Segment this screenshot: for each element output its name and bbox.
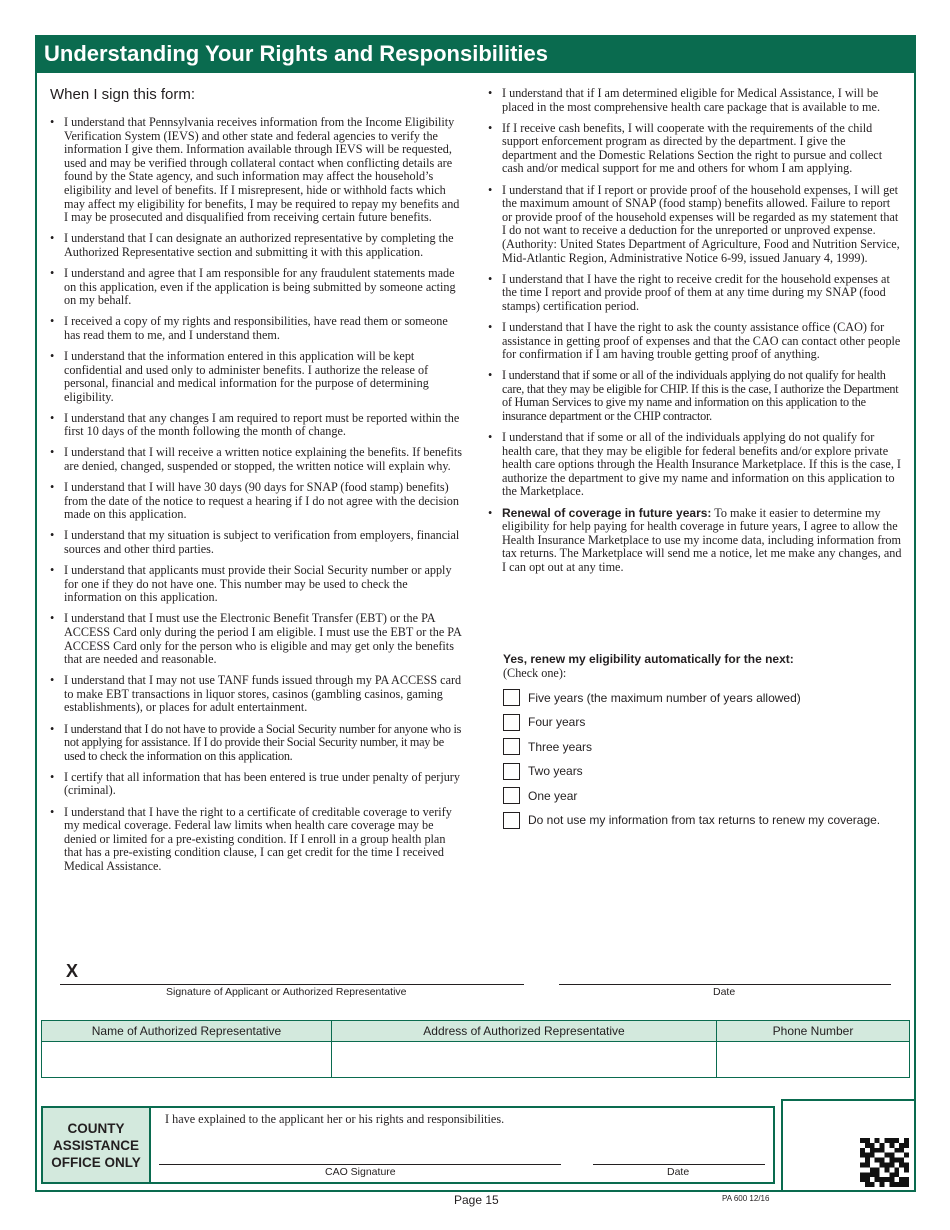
rep-phone-header: Phone Number (717, 1021, 910, 1042)
cao-section (41, 1106, 775, 1184)
list-item: • I understand that any changes I am required to report must be reported within the first 10 days of the month following the month of change. (50, 412, 465, 439)
renewal-item (488, 507, 902, 575)
signature-date-label: Date (713, 986, 736, 998)
form-id: PA 600 12/16 (722, 1194, 770, 1203)
list-item: • I understand that I will have 30 days (90 days for SNAP (food stamp) benefits) from the date of the notice to request a hearing if I do not agree with the decision made on this application. (50, 481, 465, 522)
list-item: • I understand that I may not use TANF funds issued through my PA ACCESS card to make EBT transactions in liquor stores, casinos (gambling casinos, gaming establishments), or places for adult entertainment. (50, 674, 465, 715)
checkbox[interactable] (503, 738, 520, 755)
list-item: • I understand that I have the right to a certificate of creditable coverage to verify my medical coverage. Federal law limits when health care coverage may be denied or limited for a pre-existing condition. If I enroll in a group health plan that has a pre-existing condition clause, I can get credit for the time I received Medical Assistance. (50, 806, 465, 874)
rep-name-header: Name of Authorized Representative (42, 1021, 332, 1042)
cao-signature-label: CAO Signature (325, 1166, 396, 1178)
cao-statement: I have explained to the applicant her or his rights and responsibilities. (165, 1112, 505, 1126)
checkbox[interactable] (503, 787, 520, 804)
rep-address-field[interactable] (332, 1042, 717, 1078)
renewal-option-opt-out[interactable]: Do not use my information from tax returns to renew my coverage. (503, 811, 880, 830)
applicant-signature-label: Signature of Applicant or Authorized Representative (166, 986, 407, 998)
list-item: • I understand that I have the right to receive credit for the household expenses at the time I report and provide proof of them at any time during my SNAP (food stamps) certification period. (488, 273, 902, 314)
renewal-text: To make it easier to determine my eligibility for help paying for health coverage in future years, I agree to allow the Health Insurance Marketplace to use my income data, including information from tax returns. The Marketplace will send me a notice, let me make any changes, and I can opt out at any time. (502, 505, 902, 574)
list-item: • I understand that if I report or provide proof of the household expenses, I will get the maximum amount of SNAP (food stamp) benefits allowed. Failure to report or provide proof of the household expenses will be regarded as my statement that I do not want to receive a deduction for the unreported or unproved expense. (Authority: United States Department of Agriculture, Food and Nutrition Service, Mid-Atlantic Region, Administrative Notice 6-99, issued January 4, 1999). (488, 184, 902, 266)
rep-phone-field[interactable] (717, 1042, 910, 1078)
list-item: • I understand that I will receive a written notice explaining the benefits. If benefits are denied, changed, suspended or stopped, the written notice will explain why. (50, 446, 465, 473)
renewal-prompt: Yes, renew my eligibility automatically for the next: (503, 652, 794, 666)
list-item: • I understand that I can designate an authorized representative by completing the Authorized Representative section and submitting it with this application. (50, 232, 465, 259)
barcode-icon (860, 1138, 909, 1187)
renewal-heading: Renewal of coverage in future years: (502, 505, 712, 520)
list-item: • If I receive cash benefits, I will cooperate with the requirements of the child support enforcement program as directed by the department. I give the department and the Domestic Relations Section the right to pursue and collect cash and/or medical support for me and others for whom I am applying. (488, 122, 902, 176)
list-item: • I understand that the information entered in this application will be kept confidential and used only to administer benefits. I authorize the release of personal, financial and medical information for the purpose of determining eligibility. (50, 350, 465, 404)
list-item: • I understand that if some or all of the individuals applying do not qualify for health care, that they may be eligible for federal benefits and/or explore private health care options through the Health Insurance Marketplace. If this is the case, I authorize the department to give my name and information on this application to the Marketplace. (488, 431, 902, 499)
rep-name-field[interactable] (42, 1042, 332, 1078)
list-item: • I certify that all information that has been entered is true under penalty of perjury (criminal). (50, 771, 465, 798)
left-terms-list (50, 116, 465, 881)
renewal-option-one-year[interactable]: One year (503, 786, 880, 805)
intro-heading: When I sign this form: (50, 86, 196, 103)
renewal-option-two-years[interactable]: Two years (503, 762, 880, 781)
page-number: Page 15 (454, 1193, 499, 1207)
checkbox[interactable] (503, 689, 520, 706)
authorized-representative-table (41, 1020, 910, 1078)
list-item: • I understand that if I am determined eligible for Medical Assistance, I will be placed in the most comprehensive health care package that is available to me. (488, 87, 902, 114)
checkbox[interactable] (503, 714, 520, 731)
right-terms-list (488, 87, 902, 582)
renewal-options (503, 688, 880, 836)
renewal-prompt-block (503, 652, 794, 680)
list-item: • I understand that applicants must provide their Social Security number or apply for one if they do not have one. This number may be used to check the information on this application. (50, 564, 465, 605)
list-item: • I understand that I must use the Electronic Benefit Transfer (EBT) or the PA ACCESS Card only during the period I am eligible. I must use the EBT or the PA ACCESS Card only for the person who is eligible and may get only the benefits that are needed and reasonable. (50, 612, 465, 666)
cao-signature-area (151, 1108, 773, 1182)
renewal-option-three-years[interactable]: Three years (503, 737, 880, 756)
cao-date-label: Date (667, 1166, 690, 1178)
applicant-signature-line[interactable] (60, 984, 524, 985)
list-item: • I understand that I have the right to ask the county assistance office (CAO) for assistance in getting proof of expenses and that the CAO can contact other people for confirmation if I am having trouble getting proof of anything. (488, 321, 902, 362)
list-item: • I understand and agree that I am responsible for any fraudulent statements made on this application, even if the application is being submitted by someone acting on my behalf. (50, 267, 465, 308)
page-title: Understanding Your Rights and Responsibilities (35, 35, 916, 73)
checkbox[interactable] (503, 763, 520, 780)
rep-address-header: Address of Authorized Representative (332, 1021, 717, 1042)
list-item: • I understand that my situation is subject to verification from employers, financial sources and other third parties. (50, 529, 465, 556)
cao-signature-line[interactable] (159, 1164, 561, 1165)
cao-date-line[interactable] (593, 1164, 765, 1165)
renewal-option-four-years[interactable]: Four years (503, 713, 880, 732)
checkbox[interactable] (503, 812, 520, 829)
list-item: • I understand that Pennsylvania receives information from the Income Eligibility Verification System (IEVS) and other state and federal agencies to verify the information I give them. Information available through IEVS will be requested, used and may be verified through collateral contact when conflicting details are found by the State agency, and such information may affect the household’s eligibility and level of benefits. If I misrepresent, hide or withhold facts which may affect my eligibility for benefits, I may be required to repay my benefits and I may be prosecuted and disqualified from receiving certain future benefits. (50, 116, 465, 225)
list-item: • I received a copy of my rights and responsibilities, have read them or someone has read them to me, and I understand them. (50, 315, 465, 342)
renewal-instruction: (Check one): (503, 666, 567, 680)
signature-date-line[interactable] (559, 984, 891, 985)
frame-divider (783, 1099, 916, 1101)
renewal-option-five-years[interactable]: Five years (the maximum number of years allowed) (503, 688, 880, 707)
frame-divider (781, 1099, 783, 1192)
signature-x-mark: X (66, 961, 79, 981)
list-item: • I understand that if some or all of the individuals applying do not qualify for health care, that they may be eligible for CHIP. If this is the case, I authorize the Department of Human Services to give my name and information on this application to the insurance department or the CHIP contractor. (488, 369, 902, 423)
list-item: • I understand that I do not have to provide a Social Security number for anyone who is not applying for assistance. If I do provide their Social Security number, it may be used to check the information on this application. (50, 723, 465, 764)
cao-title: COUNTY ASSISTANCE OFFICE ONLY (43, 1108, 151, 1182)
